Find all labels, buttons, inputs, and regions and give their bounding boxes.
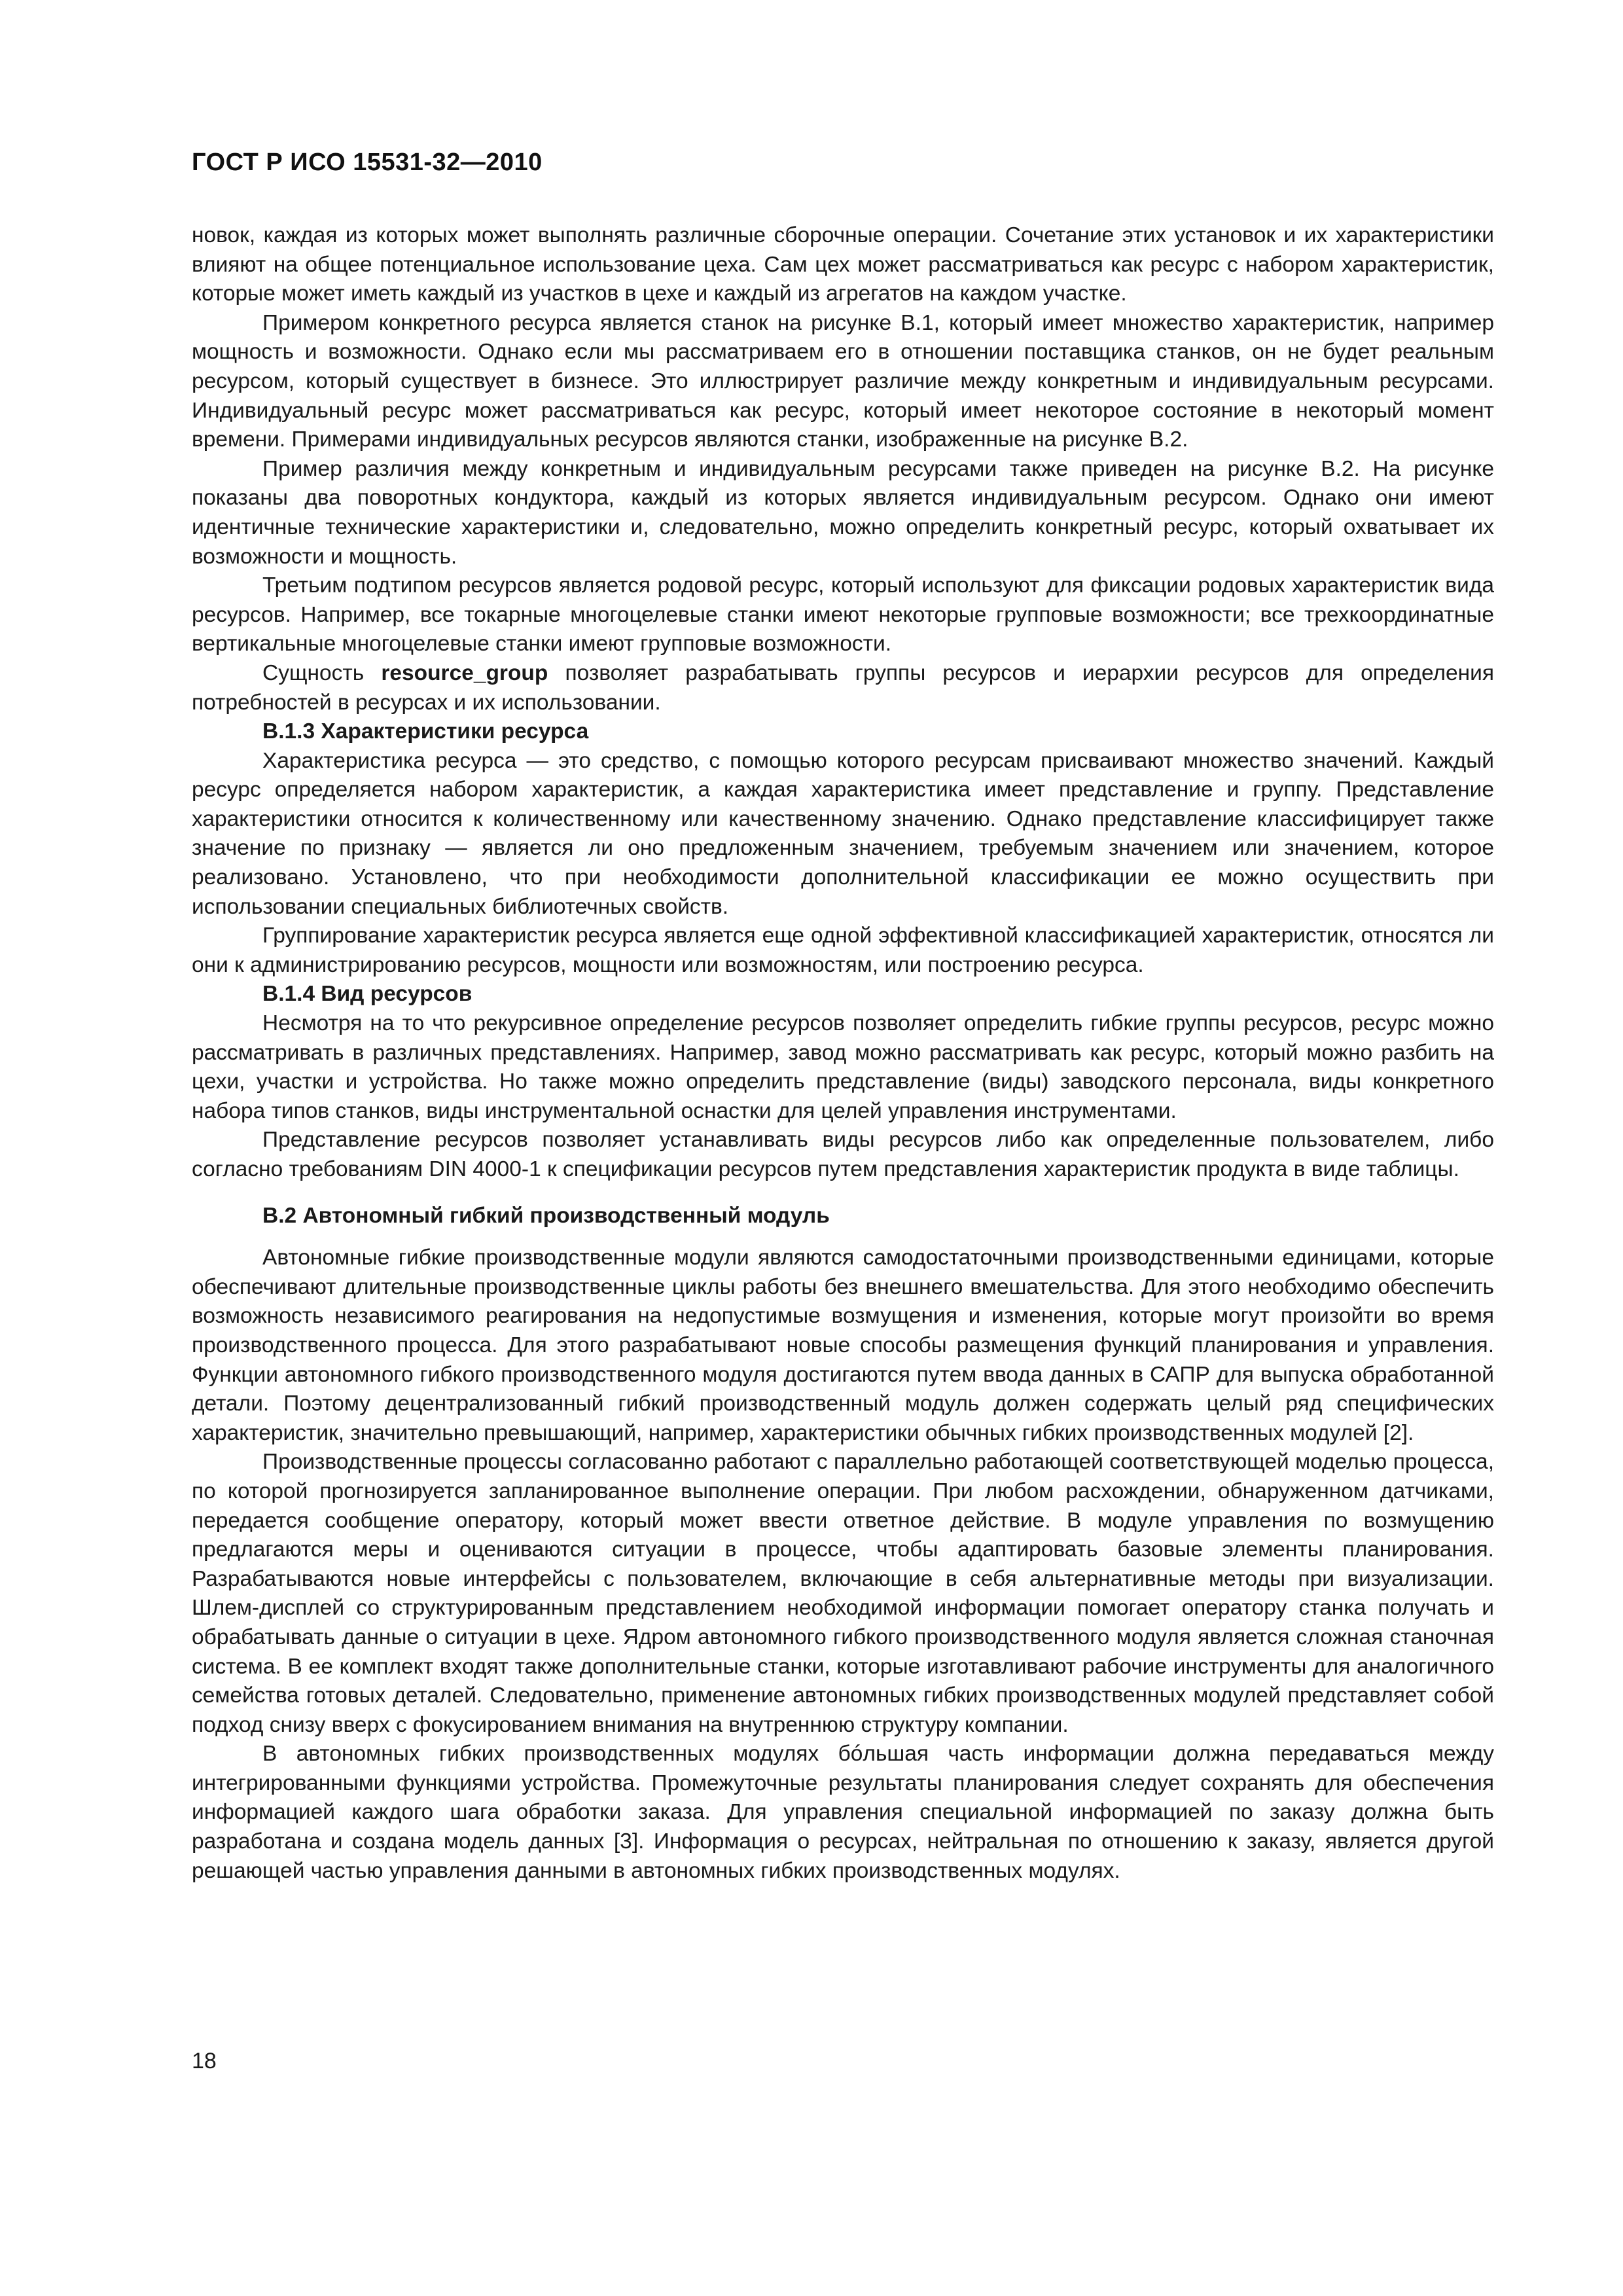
resource-group-text-pre: Сущность	[262, 660, 382, 685]
section-heading-b13: В.1.3 Характеристики ресурса	[262, 719, 589, 744]
resource-group-text-post: позволяет разрабатывать группы ресурсов и иерархии ресурсов для определения потребностей в ресурсах и их использовании.	[192, 660, 1494, 715]
section-heading-b2: В.2 Автономный гибкий производственный модуль	[262, 1203, 830, 1228]
paragraph-autonomous-modules: Автономные гибкие производственные модули являются самодостаточными производственными единицами, которые обеспечивают длительные производственные циклы работы без внешнего вмешательства. Для этого необходимо обеспечить возможность независимого реагирования на недопустимые возмущения и изменения, которые могут произойти во время производственного процесса. Для этого разрабатывают новые способы размещения функций планирования и управления. Функции автономного гибкого производственного модуля достигаются путем ввода данных в САПР для выпуска обработанной детали. Поэтому децентрализованный гибкий производственный модуль должен содержать целый ряд специфических характеристик, значительно превышающий, например, характеристики обычных гибких производственных модулей [2].	[192, 1246, 1494, 1445]
page-number: 18	[192, 2049, 217, 2073]
paragraph-characteristic-definition: Характеристика ресурса — это средство, с помощью которого ресурсам присваивают множество значений. Каждый ресурс определяется набором характеристик, а каждая характеристика имеет представление и группу. Представление характеристики относится к количественному или качественному значению. Однако представление классифицирует также значение по признаку — является ли оно предложенным значением, требуемым значением или значением, которое реализовано. Установлено, что при необходимости дополнительной классификации ее можно осуществить при использовании специальных библиотечных свойств.	[192, 748, 1494, 919]
section-heading-b14: В.1.4 Вид ресурсов	[262, 982, 473, 1007]
paragraph-difference-example: Пример различия между конкретным и индивидуальным ресурсами также приведен на рисунке В.2. На рисунке показаны два поворотных кондуктора, каждый из которых является индивидуальным ресурсом. Однако они имеют идентичные технические характеристики и, следовательно, можно определить конкретный ресурс, который охватывает их возможности и мощность.	[192, 456, 1494, 569]
paragraph-information-transfer: В автономных гибких производственных модулях бóльшая часть информации должна передаваться между интегрированными функциями устройства. Промежуточные результаты планирования следует сохранять для обеспечения информацией каждого шага обработки заказа. Для управления специальной информацией по заказу должна быть разработана и создана модель данных [3]. Информация о ресурсах, нейтральная по отношению к заказу, является другой решающей частью управления данными в автономных гибких производственных модулях.	[192, 1742, 1494, 1883]
resource-group-term: resource_group	[381, 660, 548, 685]
document-header-title: ГОСТ Р ИСО 15531-32—2010	[192, 149, 543, 176]
paragraph-characteristic-grouping: Группирование характеристик ресурса является еще одной эффективной классификацией характеристик, относятся ли они к администрированию ресурсов, мощности или возможностям, или построению ресурса.	[192, 924, 1494, 977]
paragraph-production-processes: Производственные процессы согласованно работают с параллельно работающей соответствующей моделью процесса, по которой прогнозируется запланированное выполнение операции. При любом расхождении, обнаруженном датчиками, передается сообщение оператору, который может ввести ответное действие. В модуле управления по возмущению предлагаются меры и оцениваются ситуации в процессе, чтобы адаптировать базовые элементы планирования. Разрабатываются новые интерфейсы с пользователем, включающие в себя альтернативные методы при визуализации. Шлем-дисплей со структурированным представлением необходимой информации помогает оператору станка получать и обрабатывать данные о ситуации в цехе. Ядром автономного гибкого производственного модуля является сложная станочная система. В ее комплект входят также дополнительные станки, которые изготавливают рабочие инструменты для аналогичного семейства готовых деталей. Следовательно, применение автономных гибких производственных модулей представляет собой подход снизу вверх с фокусированием внимания на внутреннюю структуру компании.	[192, 1450, 1494, 1737]
paragraph-concrete-resource: Примером конкретного ресурса является станок на рисунке В.1, который имеет множество характеристик, например мощность и возможности. Однако если мы рассматриваем его в отношении поставщика станков, он не будет реальным ресурсом, который существует в бизнесе. Это иллюстрирует различие между конкретным и индивидуальным ресурсами. Индивидуальный ресурс может рассматриваться как ресурс, который имеет некоторое состояние в некоторый момент времени. Примерами индивидуальных ресурсов являются станки, изображенные на рисунке В.2.	[192, 310, 1494, 452]
paragraph-resource-view: Несмотря на то что рекурсивное определение ресурсов позволяет определить гибкие группы ресурсов, ресурс можно рассматривать в различных представлениях. Например, завод можно рассматривать как ресурс, который можно разбить на цехи, участки и устройства. Но также можно определить представление (виды) заводского персонала, виды конкретного набора типов станков, виды инструментальной оснастки для целей управления инструментами.	[192, 1011, 1494, 1123]
paragraph-generic-resource: Третьим подтипом ресурсов является родовой ресурс, который используют для фиксации родовых характеристик вида ресурсов. Например, все токарные многоцелевые станки имеют некоторые групповые возможности; все трехкоординатные вертикальные многоцелевые станки имеют групповые возможности.	[192, 573, 1494, 656]
document-body	[192, 221, 1494, 1886]
paragraph-resource-representation: Представление ресурсов позволяет устанавливать виды ресурсов либо как определенные пользователем, либо согласно требованиям DIN 4000-1 к спецификации ресурсов путем представления характеристик продукта в виде таблицы.	[192, 1128, 1494, 1181]
paragraph-resource-group	[192, 659, 1494, 717]
paragraph-continuation: новок, каждая из которых может выполнять различные сборочные операции. Сочетание этих установок и их характеристики влияют на общее потенциальное использование цеха. Сам цех может рассматриваться как ресурс с набором характеристик, которые может иметь каждый из участков в цехе и каждый из агрегатов на каждом участке.	[192, 223, 1494, 306]
